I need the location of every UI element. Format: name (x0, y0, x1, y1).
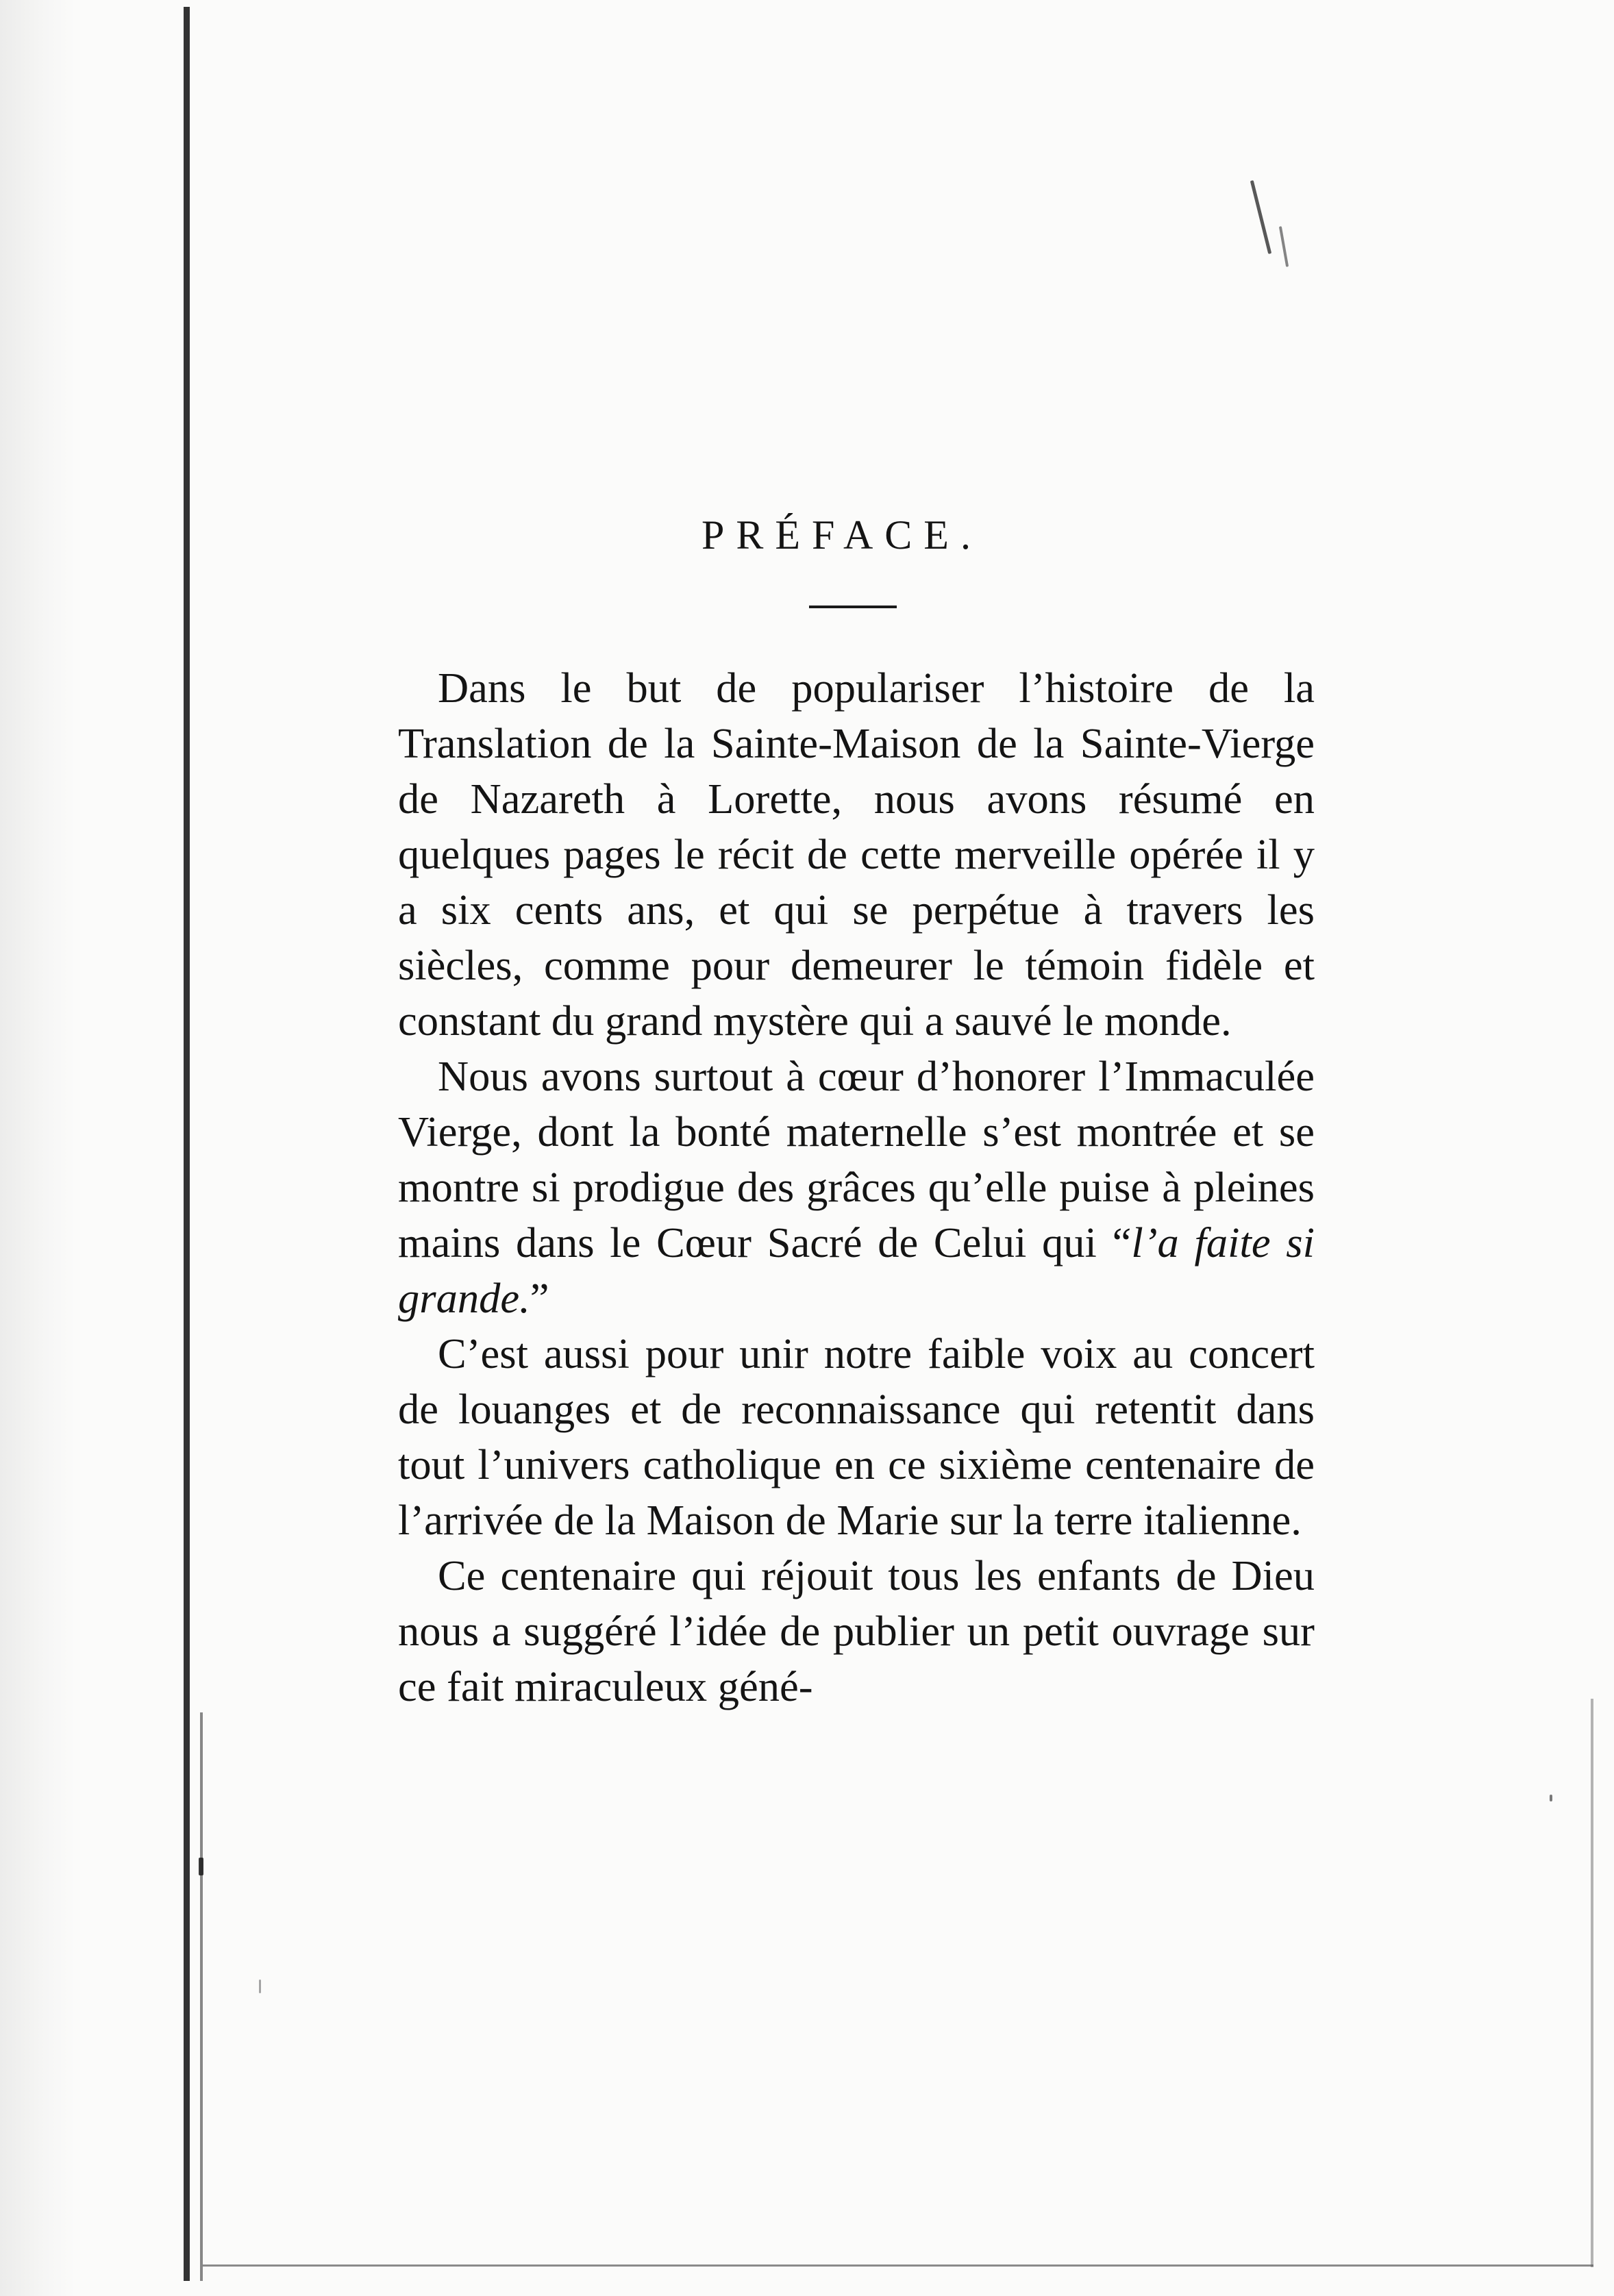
title-divider (809, 606, 897, 608)
paragraph-2-closing-quote: ” (530, 1274, 549, 1322)
paragraph-3: C’est aussi pour unir notre faible voix au concert de louanges et de reconnaissance qui retentit dans tout l’univers catholique en ce sixième centenaire de l’arrivée de la Maison de Marie sur la terre italienne. (398, 1330, 1315, 1544)
preface-body (398, 660, 1315, 1714)
binding-line-secondary (200, 1712, 203, 2281)
scan-speck (1250, 180, 1271, 254)
paragraph-2-text: Nous avons surtout à cœur d’honorer l’Immaculée Vierge, dont la bonté maternelle s’est montrée et se montre si prodigue des grâces qu’elle puise à pleines mains dans le Cœur Sacré de Celui qui “ (398, 1052, 1315, 1266)
paragraph-1: Dans le but de populariser l’histoire de la Translation de la Sainte-Maison de la Sainte-Vierge de Nazareth à Lorette, nous avons résumé en quelques pages le récit de cette merveille opérée il y a six cents ans, et qui se perpétue à travers les siècles, comme pour demeurer le témoin fidèle et constant du grand mystère qui a sauvé le monde. (398, 664, 1315, 1045)
scan-speck (1550, 1795, 1552, 1801)
paragraph-2 (398, 1049, 1315, 1326)
page-title: PRÉFACE. (702, 512, 982, 558)
scan-speck (199, 1858, 203, 1875)
gutter-shadow (0, 0, 75, 2296)
scan-speck (259, 1980, 261, 1993)
paragraph-2-italic-quote: l’a faite si grande. (398, 1219, 1315, 1322)
page-bottom-edge (203, 2264, 1593, 2267)
page-edge-line (1591, 1699, 1593, 2267)
paragraph-4: Ce centenaire qui réjouit tous les enfants de Dieu nous a suggéré l’idée de publier un petit ouvrage sur ce fait miraculeux géné- (398, 1551, 1315, 1710)
binding-line (184, 7, 190, 2281)
scan-speck (1279, 226, 1289, 267)
